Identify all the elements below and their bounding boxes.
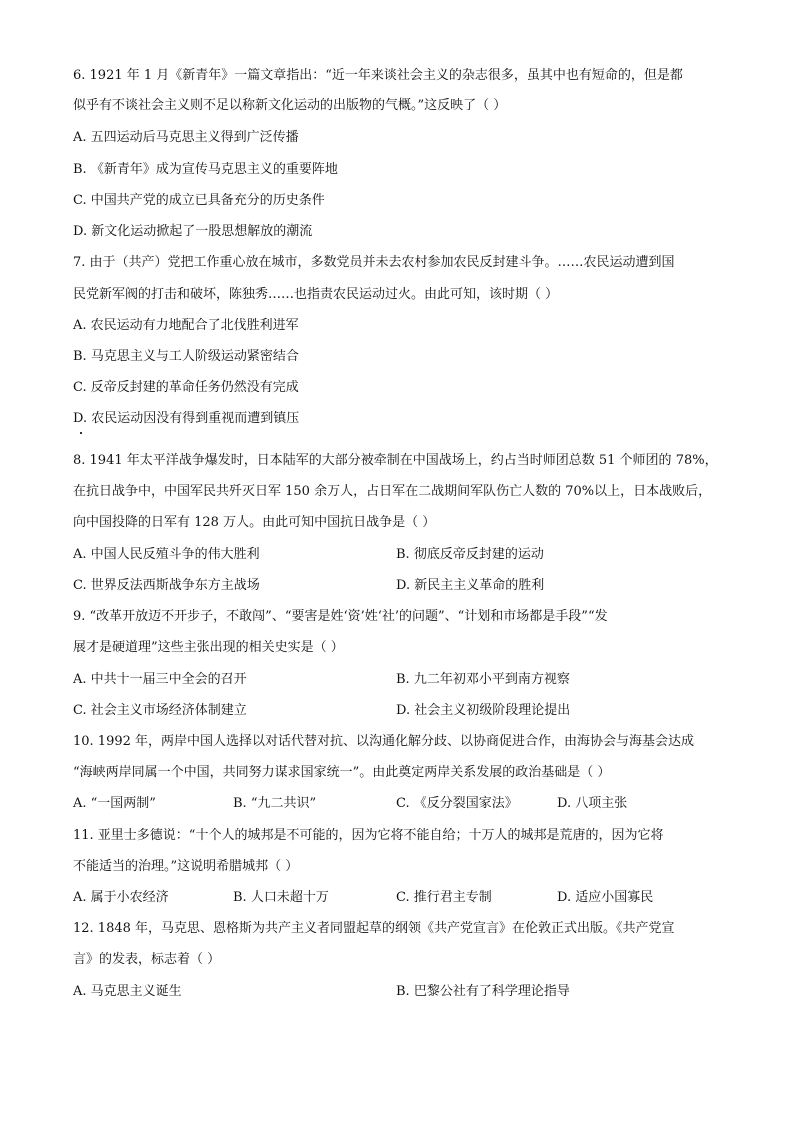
question-10-option-a[interactable]: A. “一国两制” xyxy=(73,796,156,811)
question-12-stem-line-1: 12. 1848 年，马克思、恩格斯为共产主义者同盟起草的纲领《共产党宣言》在伦敦正式出版。《共产党宣 xyxy=(73,921,675,936)
question-6-stem-line-2: 似乎有不谈社会主义则不足以称新文化运动的出版物的气概。”这反映了（ ） xyxy=(73,98,507,113)
question-9-stem-line-2: 展才是硬道理”这些主张出现的相关史实是（ ） xyxy=(73,640,344,655)
question-9-option-b[interactable]: B. 九二年初邓小平到南方视察 xyxy=(396,672,570,687)
question-10-option-c[interactable]: C. 《反分裂国家法》 xyxy=(396,796,518,811)
question-7-stem-line-1: 7. 由于（共产）党把工作重心放在城市，多数党员并未去农村参加农民反封建斗争。……农民运动遭到国 xyxy=(73,255,675,270)
question-8-option-b[interactable]: B. 彻底反帝反封建的运动 xyxy=(396,547,544,562)
question-12-stem-line-2: 言》的发表，标志着（ ） xyxy=(73,952,221,967)
question-9-option-d[interactable]: D. 社会主义初级阶段理论提出 xyxy=(396,703,571,718)
question-8-stem-line-1: 8. 1941 年太平洋战争爆发时，日本陆军的大部分被牵制在中国战场上，约占当时师团总数 51 个师团的 78%， xyxy=(73,453,718,468)
question-9-option-a[interactable]: A. 中共十一届三中全会的召开 xyxy=(73,672,247,687)
question-11-stem-line-1: 11. 亚里士多德说：“十个人的城邦是不可能的，因为它将不能自给；十万人的城邦是荒唐的，因为它将 xyxy=(73,828,664,843)
question-6-option-d[interactable]: D. 新文化运动掀起了一股思想解放的潮流 xyxy=(73,224,313,239)
question-6-option-a[interactable]: A. 五四运动后马克思主义得到广泛传播 xyxy=(73,130,299,145)
question-8-option-a[interactable]: A. 中国人民反殖斗争的伟大胜利 xyxy=(73,547,260,562)
question-7-option-d[interactable]: D. 农民运动因没有得到重视而遭到镇压 xyxy=(73,411,300,426)
question-6-option-b[interactable]: B. 《新青年》成为宣传马克思主义的重要阵地 xyxy=(73,162,338,177)
question-11-option-b[interactable]: B. 人口未超十万 xyxy=(233,890,329,905)
question-8-option-d[interactable]: D. 新民主主义革命的胜利 xyxy=(396,578,545,593)
stray-dot xyxy=(80,432,82,434)
question-9-stem-line-1: 9. “改革开放迈不开步子，不敢闯”、“要害是姓‘资’姓‘社’的问题”、“计划和市场都是手段”“发 xyxy=(73,609,608,624)
question-8-stem-line-2: 在抗日战争中，中国军民共歼灭日军 150 余万人，占日军在二战期间军队伤亡人数的 70%以上，日本战败后， xyxy=(73,484,712,499)
question-12-option-a[interactable]: A. 马克思主义诞生 xyxy=(73,984,182,999)
question-8-option-c[interactable]: C. 世界反法西斯战争东方主战场 xyxy=(73,578,260,593)
question-11-option-c[interactable]: C. 推行君主专制 xyxy=(396,890,492,905)
question-10-stem-line-1: 10. 1992 年，两岸中国人选择以对话代替对抗、以沟通化解分歧、以协商促进合作，由海协会与海基会达成 xyxy=(73,734,695,749)
question-10-option-d[interactable]: D. 八项主张 xyxy=(557,796,628,811)
question-6-stem-line-1: 6. 1921 年 1 月《新青年》一篇文章指出：“近一年来谈社会主义的杂志很多，虽其中也有短命的，但是都 xyxy=(73,68,683,83)
question-11-option-d[interactable]: D. 适应小国寡民 xyxy=(557,890,654,905)
question-10-option-b[interactable]: B. “九二共识” xyxy=(233,796,317,811)
question-9-option-c[interactable]: C. 社会主义市场经济体制建立 xyxy=(73,703,247,718)
question-7-option-b[interactable]: B. 马克思主义与工人阶级运动紧密结合 xyxy=(73,349,299,364)
question-6-option-c[interactable]: C. 中国共产党的成立已具备充分的历史条件 xyxy=(73,193,325,208)
question-12-option-b[interactable]: B. 巴黎公社有了科学理论指导 xyxy=(396,984,570,999)
question-7-option-a[interactable]: A. 农民运动有力地配合了北伐胜利进军 xyxy=(73,318,299,333)
question-8-stem-line-3: 向中国投降的日军有 128 万人。由此可知中国抗日战争是（ ） xyxy=(73,515,436,530)
question-11-stem-line-2: 不能适当的治理。”这说明希腊城邦（ ） xyxy=(73,859,299,874)
question-7-stem-line-2: 民党新军阀的打击和破坏，陈独秀……也指责农民运动过火。由此可知，该时期（ ） xyxy=(73,287,559,302)
question-10-stem-line-2: “海峡两岸同属一个中国，共同努力谋求国家统一”。由此奠定两岸关系发展的政治基础是（ ） xyxy=(73,765,611,780)
question-11-option-a[interactable]: A. 属于小农经济 xyxy=(73,890,169,905)
question-7-option-c[interactable]: C. 反帝反封建的革命任务仍然没有完成 xyxy=(73,380,299,395)
